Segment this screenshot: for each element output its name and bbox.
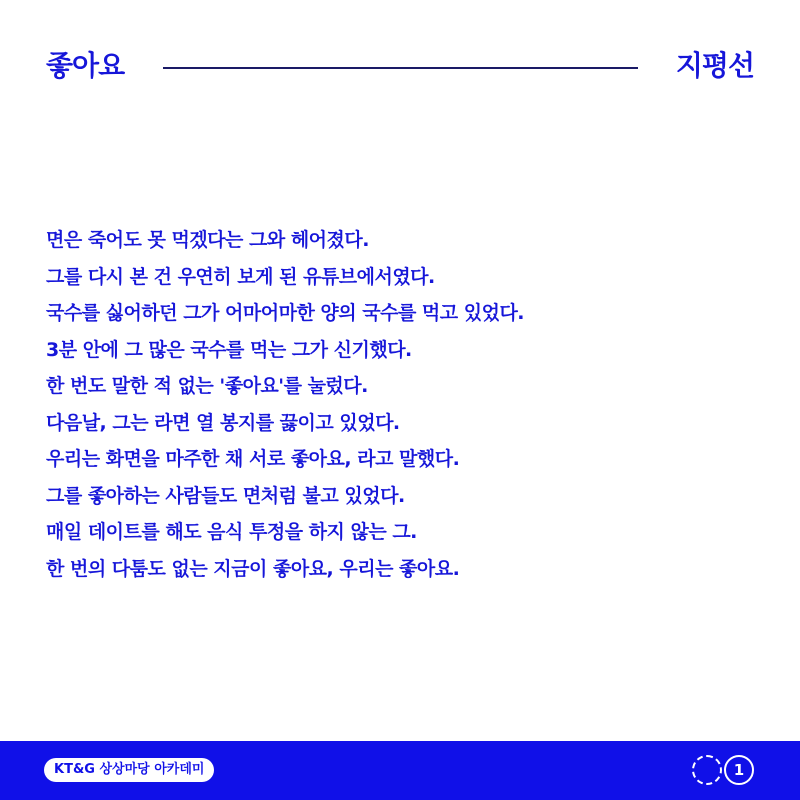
header-divider bbox=[163, 67, 638, 69]
poem-line: 한 번의 다툼도 없는 지금이 좋아요, 우리는 좋아요. bbox=[46, 557, 460, 580]
poem-line: 매일 데이트를 해도 음식 투정을 하지 않는 그. bbox=[46, 521, 417, 543]
poem-line: 3분 안에 그 많은 국수를 먹는 그가 신기했다. bbox=[46, 338, 412, 361]
author-name: 지평선 bbox=[675, 49, 754, 82]
academy-badge: KT&G 상상마당 아카데미 bbox=[44, 758, 214, 782]
poem-body bbox=[46, 222, 756, 587]
page-number: 1 bbox=[724, 755, 754, 785]
poem-line: 그를 좋아하는 사람들도 면처럼 불고 있었다. bbox=[46, 484, 405, 507]
poem-title: 좋아요 bbox=[46, 49, 125, 82]
poem-line: 우리는 화면을 마주한 채 서로 좋아요, 라고 말했다. bbox=[46, 448, 460, 470]
footer-bar bbox=[0, 741, 800, 800]
poem-line: 한 번도 말한 적 없는 '좋아요'를 눌렀다. bbox=[46, 375, 368, 397]
poem-line: 면은 죽어도 못 먹겠다는 그와 헤어졌다. bbox=[46, 229, 369, 251]
page-indicator bbox=[692, 755, 756, 785]
header bbox=[0, 0, 800, 120]
dashed-circle-icon bbox=[692, 755, 722, 785]
poem-line: 국수를 싫어하던 그가 어마어마한 양의 국수를 먹고 있었다. bbox=[46, 302, 525, 324]
poem-line: 그를 다시 본 건 우연히 보게 된 유튜브에서였다. bbox=[46, 265, 435, 288]
poem-line: 다음날, 그는 라면 열 봉지를 끓이고 있었다. bbox=[46, 411, 400, 434]
